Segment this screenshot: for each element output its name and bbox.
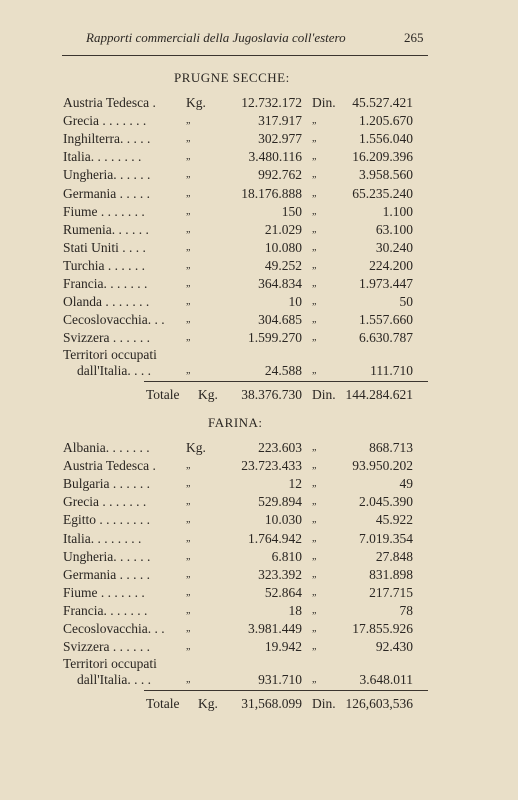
prugne-total-row	[0, 386, 518, 404]
quantity-cell: 12	[288, 476, 302, 492]
table-row	[0, 94, 518, 112]
country-cell: Cecoslovacchia. . .	[63, 312, 165, 328]
value-cell: 2.045.390	[359, 494, 413, 510]
currency-cell: „	[312, 568, 317, 580]
value-cell: 63.100	[375, 221, 413, 237]
country-cell: Ungheria. . . . . .	[63, 548, 151, 564]
country-cell: Grecia . . . . . . .	[63, 113, 147, 129]
currency-cell: „	[312, 241, 317, 253]
table-row	[0, 475, 518, 493]
quantity-cell: 21.029	[264, 221, 302, 237]
table-row	[0, 130, 518, 148]
currency-cell: „	[312, 586, 317, 598]
quantity-cell: 10.030	[264, 512, 302, 528]
table-row	[0, 239, 518, 257]
country-cell: Fiume . . . . . . .	[63, 584, 145, 600]
total-quantity: 38.376.730	[241, 387, 302, 402]
quantity-cell: 1.599.270	[248, 330, 302, 346]
total-value: 144.284.621	[345, 387, 413, 402]
value-cell: 49	[399, 476, 413, 492]
country-cell: Francia. . . . . . .	[63, 276, 148, 291]
unit-cell: „	[186, 223, 191, 235]
value-cell: 868.713	[369, 440, 413, 455]
country-cell: Grecia . . . . . . .	[63, 494, 147, 510]
currency-cell: „	[312, 460, 317, 472]
country-cell: Fiume . . . . . . .	[63, 203, 145, 219]
table-row	[0, 329, 518, 347]
quantity-cell: 6.810	[271, 548, 302, 564]
unit-cell: „	[186, 604, 191, 616]
currency-cell: „	[312, 532, 317, 544]
value-cell: 93.950.202	[352, 458, 413, 474]
unit-cell: „	[186, 187, 191, 199]
value-cell: 65.235.240	[352, 185, 413, 201]
quantity-cell: 150	[281, 203, 302, 219]
value-cell: 3.958.560	[359, 167, 413, 183]
quantity-cell: 364.834	[258, 276, 302, 291]
total-quantity: 31,568.099	[241, 696, 302, 711]
table-row	[0, 203, 518, 221]
unit-cell: „	[186, 332, 191, 344]
total-currency: Din.	[312, 696, 336, 711]
unit-cell: Kg.	[186, 95, 206, 110]
quantity-cell: 931.710	[258, 672, 302, 687]
value-cell: 1.100	[382, 203, 413, 219]
country-cell: Turchia . . . . . .	[63, 257, 146, 273]
value-cell: 6.630.787	[359, 330, 413, 346]
value-cell: 45.922	[375, 512, 413, 528]
table-row	[0, 638, 518, 656]
value-cell: 78	[399, 602, 413, 618]
quantity-cell: 223.603	[258, 440, 302, 455]
currency-cell: „	[312, 223, 317, 235]
currency-cell: „	[312, 133, 317, 145]
currency-cell: „	[312, 151, 317, 163]
value-cell: 50	[399, 294, 413, 310]
quantity-cell: 10	[288, 294, 302, 310]
unit-cell: „	[186, 296, 191, 308]
table-row	[0, 620, 518, 638]
country-cell: Inghilterra. . . . .	[63, 131, 151, 147]
quantity-cell: 10.080	[264, 239, 302, 255]
value-cell: 224.200	[369, 257, 413, 273]
unit-cell: „	[186, 478, 191, 490]
territori-label: Territori occupati	[63, 347, 157, 362]
quantity-cell: 317.917	[258, 113, 302, 129]
unit-cell: „	[186, 496, 191, 508]
total-label: Totale	[146, 387, 180, 402]
currency-cell: „	[312, 604, 317, 616]
unit-cell: „	[186, 241, 191, 253]
unit-cell: „	[186, 623, 191, 634]
table-row	[0, 221, 518, 239]
country-cell: Ungheria. . . . . .	[63, 167, 151, 183]
unit-cell: „	[186, 460, 191, 472]
value-cell: 17.855.926	[352, 621, 413, 636]
total-rule	[144, 381, 428, 382]
currency-cell: „	[312, 442, 317, 453]
currency-cell: „	[312, 296, 317, 308]
unit-cell: „	[186, 568, 191, 580]
value-cell: 217.715	[369, 584, 413, 600]
quantity-cell: 19.942	[264, 639, 302, 655]
quantity-cell: 52.864	[264, 584, 302, 600]
table-row	[0, 602, 518, 620]
total-rule	[144, 690, 428, 691]
table-row	[0, 530, 518, 548]
total-value: 126,603,536	[345, 696, 413, 711]
quantity-cell: 49.252	[264, 257, 302, 273]
country-cell: Francia. . . . . . .	[63, 602, 148, 618]
table-row	[0, 493, 518, 511]
unit-cell: „	[186, 205, 191, 217]
country-cell: Stati Uniti . . . .	[63, 239, 146, 255]
country-cell: Germania . . . . .	[63, 566, 150, 582]
unit-cell: „	[186, 550, 191, 562]
value-cell: 30.240	[375, 239, 413, 255]
total-unit: Kg.	[198, 387, 218, 402]
quantity-cell: 18.176.888	[241, 185, 302, 201]
country-cell: Egitto . . . . . . . .	[63, 512, 150, 528]
unit-cell: „	[186, 586, 191, 598]
unit-cell: „	[186, 674, 191, 685]
running-header	[0, 30, 518, 46]
currency-cell: „	[312, 365, 317, 376]
table-row	[0, 185, 518, 203]
table-row	[0, 439, 518, 457]
quantity-cell: 529.894	[258, 494, 302, 510]
unit-cell: „	[186, 641, 191, 653]
table-row	[0, 293, 518, 311]
country-cell: Austria Tedesca .	[63, 95, 156, 110]
value-cell: 1.205.670	[359, 113, 413, 129]
country-cell: Italia. . . . . . . .	[63, 149, 142, 165]
unit-cell: „	[186, 365, 191, 376]
unit-cell: „	[186, 169, 191, 181]
table-row	[0, 257, 518, 275]
country-cell: Rumenia. . . . . .	[63, 221, 149, 237]
value-cell: 111.710	[370, 363, 413, 378]
value-cell: 831.898	[369, 566, 413, 582]
unit-cell: „	[186, 314, 191, 326]
unit-cell: „	[186, 278, 191, 289]
table-row	[0, 275, 518, 293]
table-row	[0, 457, 518, 475]
header-title: Rapporti commerciali della Jugoslavia coll'estero	[86, 30, 346, 45]
value-cell: 92.430	[375, 639, 413, 655]
currency-cell: „	[312, 259, 317, 271]
table-row	[0, 148, 518, 166]
quantity-cell: 323.392	[258, 566, 302, 582]
quantity-cell: 302.977	[258, 131, 302, 147]
section-title-prugne: PRUGNE SECCHE:	[174, 70, 290, 85]
country-cell: Olanda . . . . . . .	[63, 294, 150, 310]
currency-cell: „	[312, 115, 317, 127]
table-row	[0, 166, 518, 184]
country-cell: Austria Tedesca .	[63, 458, 156, 474]
quantity-cell: 992.762	[258, 167, 302, 183]
currency-cell: „	[312, 641, 317, 653]
country-cell: Italia. . . . . . . .	[63, 530, 142, 546]
country-cell: Svizzera . . . . . .	[63, 639, 150, 655]
currency-cell: „	[312, 514, 317, 526]
quantity-cell: 23.723.433	[241, 458, 302, 474]
unit-cell: „	[186, 532, 191, 544]
prugne-territori-row	[0, 362, 518, 380]
currency-cell: „	[312, 278, 317, 289]
table-row	[0, 112, 518, 130]
value-cell: 3.648.011	[359, 672, 413, 687]
quantity-cell: 304.685	[258, 312, 302, 328]
currency-cell: „	[312, 478, 317, 490]
value-cell: 1.557.660	[359, 312, 413, 328]
country-cell: Svizzera . . . . . .	[63, 330, 150, 346]
quantity-cell: 12.732.172	[241, 95, 302, 110]
territori-label-cont: dall'Italia. . . .	[77, 363, 152, 378]
territori-label: Territori occupati	[63, 656, 157, 671]
header-rule	[62, 55, 428, 56]
currency-cell: „	[312, 332, 317, 344]
currency-cell: „	[312, 674, 317, 685]
unit-cell: „	[186, 514, 191, 526]
farina-total-row	[0, 695, 518, 713]
value-cell: 1.973.447	[359, 276, 413, 291]
currency-cell: „	[312, 205, 317, 217]
table-row	[0, 511, 518, 529]
currency-cell: „	[312, 550, 317, 562]
currency-cell: „	[312, 169, 317, 181]
currency-cell: „	[312, 623, 317, 634]
country-cell: Bulgaria . . . . . .	[63, 476, 150, 492]
country-cell: Germania . . . . .	[63, 185, 150, 201]
unit-cell: Kg.	[186, 440, 206, 455]
quantity-cell: 18	[288, 602, 302, 618]
table-row	[0, 584, 518, 602]
unit-cell: „	[186, 151, 191, 163]
quantity-cell: 3.981.449	[248, 621, 302, 636]
unit-cell: „	[186, 115, 191, 127]
currency-cell: „	[312, 496, 317, 508]
table-row	[0, 548, 518, 566]
value-cell: 7.019.354	[359, 530, 413, 546]
territori-label-cont: dall'Italia. . . .	[77, 672, 152, 687]
section-title-farina: FARINA:	[208, 415, 263, 430]
total-label: Totale	[146, 696, 180, 711]
unit-cell: „	[186, 133, 191, 145]
unit-cell: „	[186, 259, 191, 271]
value-cell: 16.209.396	[352, 149, 413, 165]
currency-cell: „	[312, 314, 317, 326]
page-number: 265	[404, 30, 424, 45]
table-row	[0, 311, 518, 329]
total-currency: Din.	[312, 387, 336, 402]
table-row	[0, 566, 518, 584]
total-unit: Kg.	[198, 696, 218, 711]
country-cell: Cecoslovacchia. . .	[63, 621, 165, 636]
quantity-cell: 3.480.116	[248, 149, 302, 165]
value-cell: 45.527.421	[352, 95, 413, 110]
quantity-cell: 24.588	[264, 363, 302, 378]
farina-territori-row	[0, 671, 518, 689]
currency-cell: Din.	[312, 95, 336, 110]
currency-cell: „	[312, 187, 317, 199]
country-cell: Albania. . . . . . .	[63, 440, 150, 455]
value-cell: 1.556.040	[359, 131, 413, 147]
quantity-cell: 1.764.942	[248, 530, 302, 546]
value-cell: 27.848	[375, 548, 413, 564]
